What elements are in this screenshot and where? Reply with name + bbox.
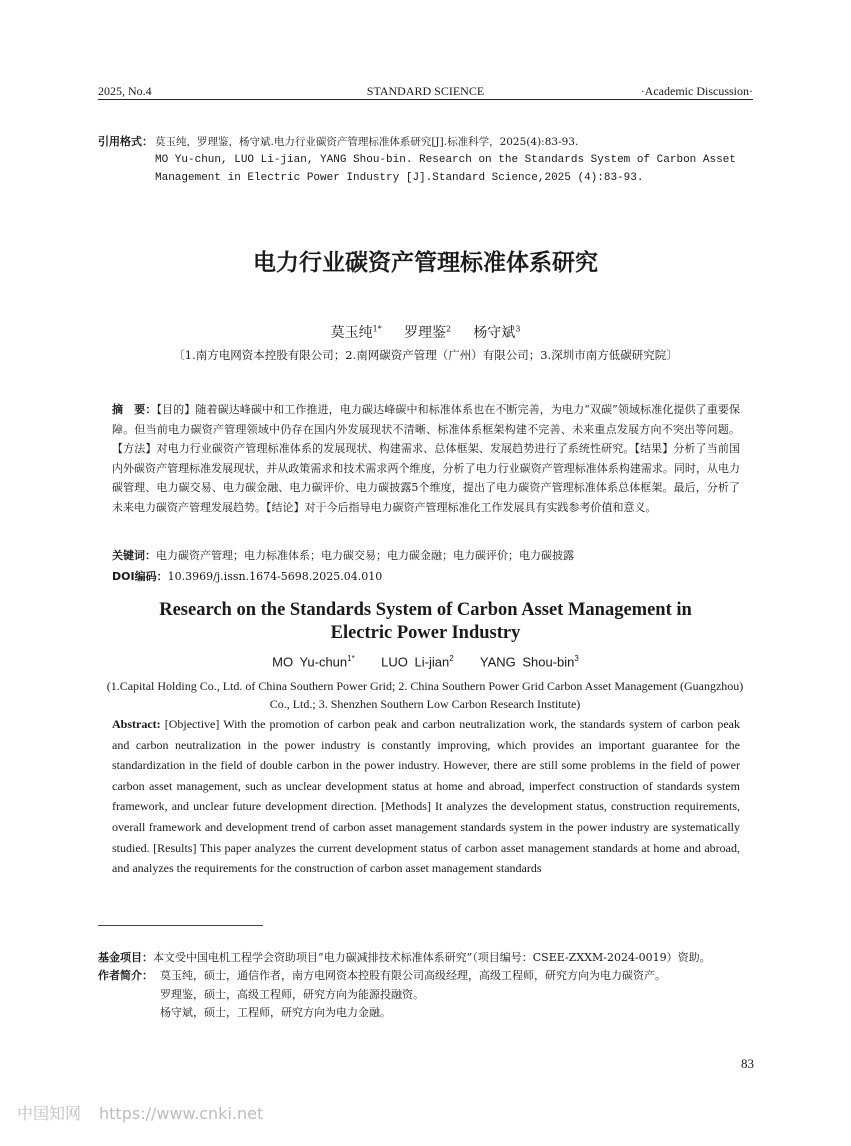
author-1-cn-sup: 1*	[372, 324, 382, 334]
keywords-label: 关键词：	[112, 549, 156, 562]
affiliation-en: (1.Capital Holding Co., Ltd. of China Southern Power Grid; 2. China Southern Power Grid Carbon Asset Management (Guangzhou) Co., Ltd.; 3. Shenzhen Southern Low Carbon Research Institute)	[106, 679, 744, 711]
author-bio	[98, 967, 758, 1019]
abstract-en-text: [Objective] With the promotion of carbon peak and carbon neutralization work, the standards system of carbon peak and carbon neutralization in the power industry is constantly improving, which provides an important guarantee for the standardization in the field of double carbon in the power industry. However, there are still some problems in the field of power carbon asset management, such as unclear development status at home and abroad, imperfect construction of standards system framework, and unclear future development direction. [Methods] It analyzes the development status, construction requirements, overall framework and development trend of carbon asset management standards system in the power industry are systematically studied. [Results] This paper analyzes the current development status of carbon asset management standards at home and abroad, and analyzes the requirements for the construction of carbon asset management standards	[112, 717, 740, 876]
bio-label: 作者简介：	[98, 969, 153, 982]
header-section: ·Academic Discussion·	[640, 84, 753, 98]
footnote-rule	[98, 925, 263, 926]
header-rule	[98, 99, 753, 100]
header-journal: STANDARD SCIENCE	[366, 84, 485, 98]
paper-title-cn: 电力行业碳资产管理标准体系研究	[253, 250, 598, 276]
bio-line-3: 杨守斌，硕士，工程师，研究方向为电力金融。	[160, 1006, 391, 1019]
authors-cn	[0, 322, 851, 342]
abstract-cn-label: 摘 要：	[112, 403, 157, 416]
affiliation-cn: 〔1.南方电网资本控股有限公司；2.南网碳资产管理（广州）有限公司；3.深圳市南方低碳研究院〕	[173, 348, 678, 362]
keywords-text: 电力碳资产管理；电力标准体系；电力碳交易；电力碳金融；电力碳评价；电力碳披露	[156, 549, 574, 562]
author-3-en-sup: 3	[574, 654, 579, 663]
doi-label: DOI编码：	[112, 570, 168, 583]
watermark-url: https://www.cnki.net	[99, 1104, 264, 1123]
abstract-cn-text: 【目的】随着碳达峰碳中和工作推进，电力碳达峰碳中和标准体系也在不断完善，为电力“双碳”领域标准化提供了重要保障。但当前电力碳资产管理领域中仍存在国内外发展现状不清晰、标准体系框架构建不完善、未来重点发展方向不突出等问题。【方法】对电力行业碳资产管理标准体系的发展现状、构建需求、总体框架、发展趋势进行了系统性研究。【结果】分析了当前国内外碳资产管理标准发展现状，并从政策需求和技术需求两个维度，分析了电力行业碳资产管理标准体系构建需求。同时，从电力碳管理、电力碳交易、电力碳金融、电力碳评价、电力碳披露5个维度，提出了电力碳资产管理标准体系总体框架。最后，分析了未来电力碳资产管理发展趋势。【结论】对于今后指导电力碳资产管理标准化工作发展具有实践参考价值和意义。	[112, 403, 741, 514]
paper-title-en-line2: Electric Power Industry	[330, 623, 521, 643]
fund-label: 基金项目：	[98, 951, 153, 964]
citation-en-line1: MO Yu-chun, LUO Li-jian, YANG Shou-bin. Research on the Standards System of Carbon Asset	[155, 154, 736, 166]
doi-value: 10.3969/j.issn.1674-5698.2025.04.010	[167, 570, 383, 583]
author-2-cn: 罗理鉴	[403, 325, 446, 341]
citation-cn: 莫玉纯，罗理鉴，杨守斌.电力行业碳资产管理标准体系研究[J].标准科学，2025(4):83-93.	[155, 136, 579, 148]
fund-note	[98, 949, 758, 967]
author-2-en: LUO Li-jian	[381, 654, 450, 670]
abstract-cn	[112, 400, 740, 517]
citation-label: 引用格式：	[98, 136, 153, 148]
author-3-cn: 杨守斌	[473, 325, 516, 341]
bio-line-2: 罗理鉴，硕士，高级工程师，研究方向为能源投融资。	[160, 987, 424, 1001]
author-3-en: YANG Shou-bin	[479, 654, 575, 670]
author-1-en: MO Yu-chun	[272, 654, 348, 670]
abstract-en-label: Abstract:	[112, 717, 161, 731]
author-3-cn-sup: 3	[515, 324, 521, 334]
author-2-cn-sup: 2	[445, 324, 452, 334]
keywords	[112, 547, 740, 563]
header-issue: 2025, No.4	[98, 84, 152, 98]
citation-en-line2: Management in Electric Power Industry [J].Standard Science,2025 (4):83-93.	[155, 172, 644, 184]
author-1-en-sup: 1*	[347, 654, 355, 663]
author-1-cn: 莫玉纯	[330, 325, 373, 341]
page-number: 83	[741, 1056, 754, 1071]
watermark	[17, 1101, 281, 1124]
authors-en	[0, 654, 851, 669]
fund-text: 本文受中国电机工程学会资助项目“电力碳减排技术标准体系研究”（项目编号：CSEE-ZXXM-2024-0019）资助。	[153, 951, 711, 964]
abstract-en	[112, 714, 740, 879]
doi	[112, 568, 740, 584]
watermark-brand: 中国知网	[17, 1104, 82, 1123]
author-2-en-sup: 2	[449, 654, 454, 663]
bio-line-1: 莫玉纯，硕士，通信作者，南方电网资本控股有限公司高级经理，高级工程师，研究方向为电力碳资产。	[160, 969, 666, 982]
paper-title-en	[0, 599, 851, 645]
paper-title-en-line1: Research on the Standards System of Carbon Asset Management in	[159, 600, 692, 620]
